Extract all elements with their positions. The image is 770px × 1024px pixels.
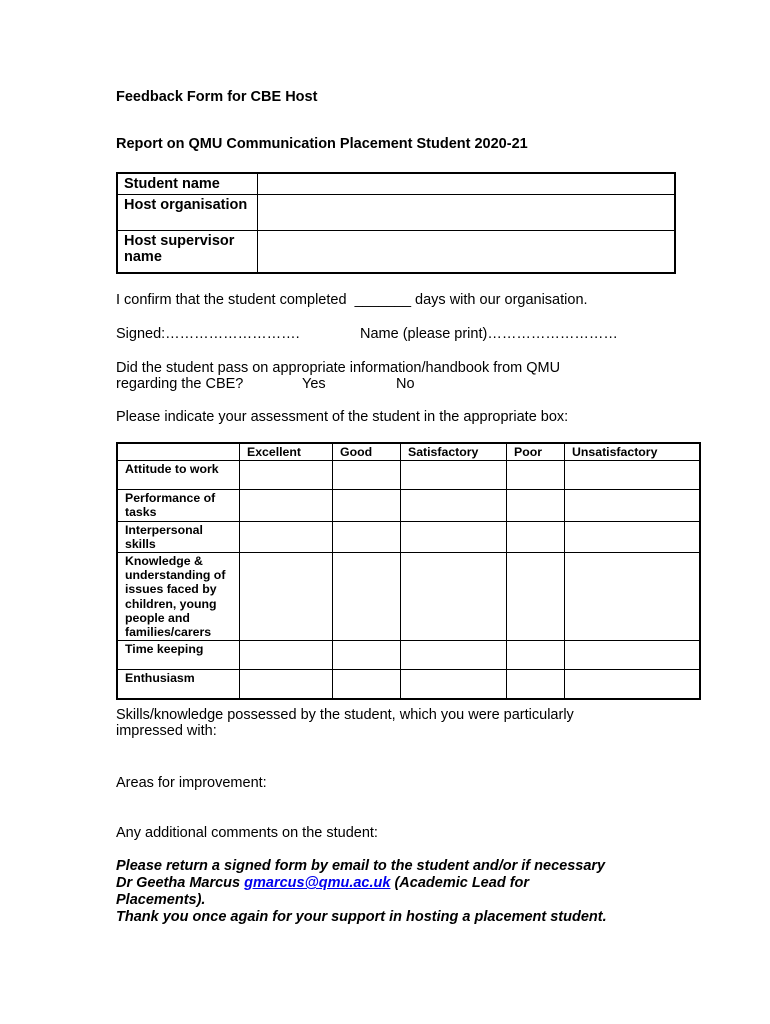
rating-cell[interactable] bbox=[333, 670, 401, 699]
rating-cell[interactable] bbox=[240, 490, 333, 521]
form-title: Feedback Form for CBE Host bbox=[116, 89, 318, 105]
host-organisation-field[interactable] bbox=[258, 195, 676, 231]
rating-cell[interactable] bbox=[333, 553, 401, 641]
info-label: Host organisation bbox=[117, 195, 258, 231]
closing-note bbox=[116, 858, 676, 926]
rating-cell[interactable] bbox=[565, 553, 701, 641]
rating-cell[interactable] bbox=[507, 670, 565, 699]
skills-question: Skills/knowledge possessed by the student, which you were particularly impressed with: bbox=[116, 707, 574, 739]
handbook-question: Did the student pass on appropriate information/handbook from QMU bbox=[116, 360, 561, 376]
rating-cell[interactable] bbox=[507, 641, 565, 670]
handbook-question-cont: regarding the CBE? bbox=[116, 376, 244, 392]
host-supervisor-field[interactable] bbox=[258, 231, 676, 273]
rating-cell[interactable] bbox=[565, 461, 701, 490]
rating-cell[interactable] bbox=[565, 490, 701, 521]
info-label: Student name bbox=[117, 173, 258, 195]
rating-cell[interactable] bbox=[507, 461, 565, 490]
rating-cell[interactable] bbox=[565, 521, 701, 552]
assessment-row bbox=[117, 490, 700, 521]
row-label: Interpersonal skills bbox=[117, 521, 240, 552]
signed-line[interactable]: Signed:………………………. bbox=[116, 326, 300, 342]
row-label: Knowledge & understanding of issues faced by children, young people and families/carers bbox=[117, 553, 240, 641]
confirm-statement: I confirm that the student completed _______ days with our organisation. bbox=[116, 292, 588, 308]
rating-cell[interactable] bbox=[565, 670, 701, 699]
assessment-row bbox=[117, 521, 700, 552]
student-name-field[interactable] bbox=[258, 173, 676, 195]
rating-cell[interactable] bbox=[401, 521, 507, 552]
rating-cell[interactable] bbox=[401, 641, 507, 670]
rating-cell[interactable] bbox=[401, 490, 507, 521]
name-print-line[interactable]: Name (please print)……………………… bbox=[360, 326, 618, 342]
rating-cell[interactable] bbox=[240, 521, 333, 552]
rating-cell[interactable] bbox=[507, 521, 565, 552]
assessment-prompt: Please indicate your assessment of the student in the appropriate box: bbox=[116, 409, 569, 425]
rating-cell[interactable] bbox=[240, 553, 333, 641]
assessment-row bbox=[117, 461, 700, 490]
assessment-header-row bbox=[117, 443, 700, 461]
closing-line: Placements). bbox=[116, 892, 206, 908]
info-row-student-name bbox=[117, 173, 675, 195]
rating-cell[interactable] bbox=[401, 553, 507, 641]
rating-cell[interactable] bbox=[401, 461, 507, 490]
rating-cell[interactable] bbox=[507, 553, 565, 641]
info-row-host-organisation bbox=[117, 195, 675, 231]
row-label: Attitude to work bbox=[117, 461, 240, 490]
header-blank bbox=[117, 443, 240, 461]
assessment-row bbox=[117, 553, 700, 641]
header-poor: Poor bbox=[507, 443, 565, 461]
rating-cell[interactable] bbox=[333, 490, 401, 521]
comments-question: Any additional comments on the student: bbox=[116, 825, 378, 841]
rating-cell[interactable] bbox=[565, 641, 701, 670]
contact-role: (Academic Lead for bbox=[390, 875, 530, 891]
header-good: Good bbox=[333, 443, 401, 461]
rating-cell[interactable] bbox=[240, 641, 333, 670]
rating-cell[interactable] bbox=[333, 461, 401, 490]
row-label: Enthusiasm bbox=[117, 670, 240, 699]
improvement-question: Areas for improvement: bbox=[116, 775, 267, 791]
closing-line: Please return a signed form by email to the student and/or if necessary bbox=[116, 858, 606, 874]
rating-cell[interactable] bbox=[333, 641, 401, 670]
header-unsatisfactory: Unsatisfactory bbox=[565, 443, 701, 461]
student-info-table bbox=[116, 172, 676, 274]
rating-cell[interactable] bbox=[240, 670, 333, 699]
rating-cell[interactable] bbox=[333, 521, 401, 552]
assessment-row bbox=[117, 641, 700, 670]
row-label: Time keeping bbox=[117, 641, 240, 670]
assessment-row bbox=[117, 670, 700, 699]
header-satisfactory: Satisfactory bbox=[401, 443, 507, 461]
row-label: Performance of tasks bbox=[117, 490, 240, 521]
rating-cell[interactable] bbox=[240, 461, 333, 490]
assessment-table bbox=[116, 442, 701, 700]
report-subtitle: Report on QMU Communication Placement Student 2020-21 bbox=[116, 136, 528, 152]
yes-option[interactable]: Yes bbox=[302, 376, 326, 392]
closing-contact-line bbox=[116, 875, 676, 892]
no-option[interactable]: No bbox=[396, 376, 415, 392]
info-label: Host supervisor name bbox=[117, 231, 258, 273]
info-row-host-supervisor bbox=[117, 231, 675, 273]
contact-name: Dr Geetha Marcus bbox=[116, 875, 245, 891]
closing-thanks: Thank you once again for your support in hosting a placement student. bbox=[116, 909, 607, 925]
email-link[interactable]: gmarcus@qmu.ac.uk bbox=[244, 875, 391, 891]
rating-cell[interactable] bbox=[507, 490, 565, 521]
rating-cell[interactable] bbox=[401, 670, 507, 699]
header-excellent: Excellent bbox=[240, 443, 333, 461]
